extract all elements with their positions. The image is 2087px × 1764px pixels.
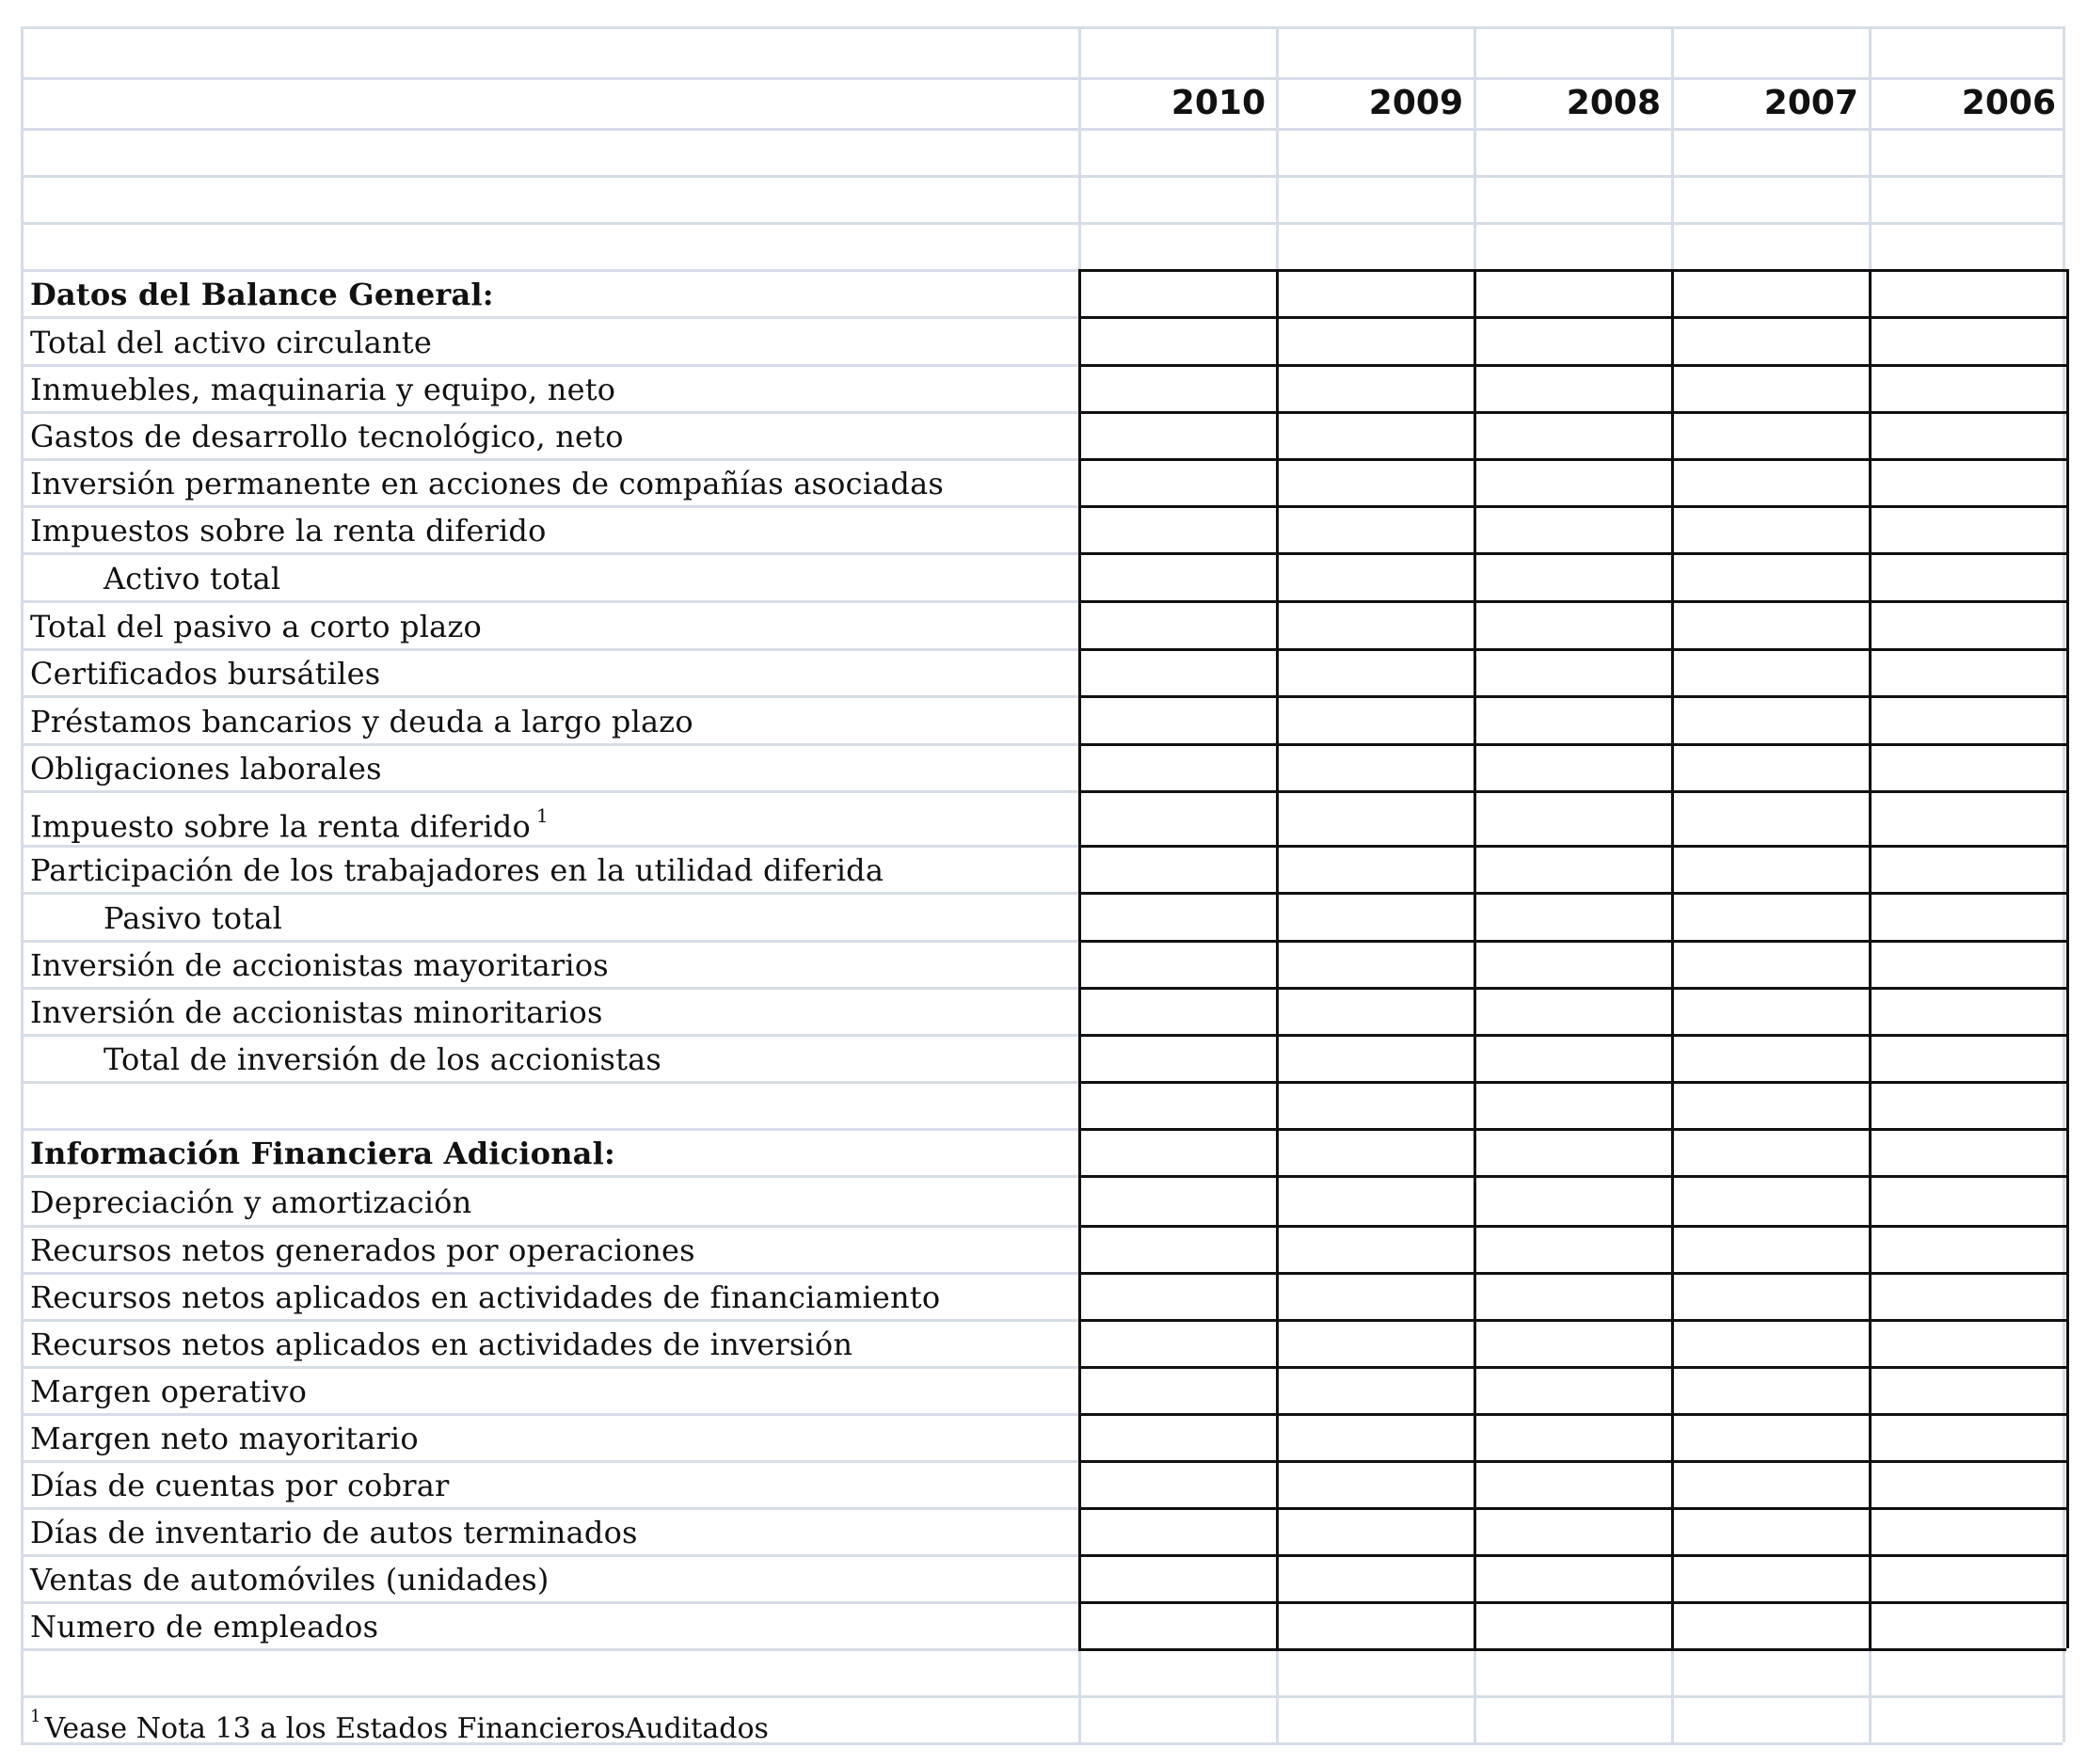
row-label: [30, 366, 615, 413]
row-label: [30, 603, 482, 650]
data-cell[interactable]: [1674, 603, 1869, 648]
data-cell[interactable]: [1081, 555, 1276, 600]
data-cell[interactable]: [1081, 603, 1276, 648]
data-cell[interactable]: [1476, 793, 1671, 845]
grid-line-horizontal: [21, 175, 2063, 178]
data-cell[interactable]: [1872, 319, 2066, 364]
row-label: [30, 745, 382, 792]
data-cell[interactable]: [1674, 272, 1869, 316]
data-cell[interactable]: [1674, 1131, 1869, 1175]
footnote-text: Vease Nota 13 a los Estados FinancierosAuditados: [44, 1712, 769, 1745]
data-cell[interactable]: [1674, 990, 1869, 1034]
row-label-text: Total del activo circulante: [30, 324, 433, 360]
data-cell[interactable]: [1081, 1416, 1276, 1460]
data-cell[interactable]: [1476, 746, 1671, 790]
data-cell[interactable]: [1674, 555, 1869, 600]
data-cell[interactable]: [1081, 1275, 1276, 1319]
data-cell[interactable]: [1872, 793, 2066, 845]
year-header-2010: 2010: [1171, 84, 1266, 122]
data-cell[interactable]: [1081, 698, 1276, 743]
row-label-text: Certificados bursátiles: [30, 656, 381, 691]
data-cell[interactable]: [1674, 1557, 1869, 1601]
data-cell[interactable]: [1674, 1037, 1869, 1081]
data-cell[interactable]: [1476, 1084, 1671, 1128]
data-cell[interactable]: [1872, 1416, 2066, 1460]
data-cell[interactable]: [1279, 461, 1474, 505]
data-cell[interactable]: [1081, 367, 1276, 411]
data-cell[interactable]: [1476, 461, 1671, 505]
data-cell[interactable]: [1081, 746, 1276, 790]
data-cell[interactable]: [1081, 651, 1276, 695]
data-cell[interactable]: [1279, 1178, 1474, 1225]
row-label-text: Participación de los trabajadores en la utilidad diferida: [30, 852, 884, 888]
year-header-2007: 2007: [1763, 84, 1858, 122]
data-cell[interactable]: [1674, 1228, 1869, 1272]
row-label: [30, 1321, 852, 1368]
row-label: [30, 1227, 695, 1274]
data-cell[interactable]: [1872, 1037, 2066, 1081]
data-cell[interactable]: [1279, 1322, 1474, 1366]
data-cell[interactable]: [1872, 746, 2066, 790]
row-label-text: Impuestos sobre la renta diferido: [30, 513, 547, 548]
data-cell[interactable]: [1081, 1131, 1276, 1175]
data-cell[interactable]: [1279, 1131, 1474, 1175]
data-cell[interactable]: [1081, 414, 1276, 458]
data-cell[interactable]: [1872, 651, 2066, 695]
data-cell[interactable]: [1279, 367, 1474, 411]
data-cell[interactable]: [1476, 1322, 1671, 1366]
row-label: [30, 1179, 471, 1226]
data-cell[interactable]: [1081, 1463, 1276, 1507]
data-cell[interactable]: [1476, 1510, 1671, 1554]
data-cell[interactable]: [1279, 555, 1474, 600]
data-cell[interactable]: [1279, 1037, 1474, 1081]
data-cell[interactable]: [1476, 848, 1671, 892]
row-label-text: Inversión de accionistas mayoritarios: [30, 947, 609, 983]
data-cell[interactable]: [1674, 1178, 1869, 1225]
data-cell[interactable]: [1674, 895, 1869, 940]
row-label-text: Pasivo total: [104, 899, 283, 936]
row-label-text: Ventas de automóviles (unidades): [30, 1562, 550, 1597]
data-cell[interactable]: [1872, 414, 2066, 458]
data-cell[interactable]: [1674, 1604, 1869, 1648]
data-cell[interactable]: [1674, 746, 1869, 790]
row-label-text: Gastos de desarrollo tecnológico, neto: [30, 419, 624, 454]
row-label-text: Margen operativo: [30, 1374, 308, 1409]
data-cell[interactable]: [1081, 1228, 1276, 1272]
row-label: [30, 1368, 307, 1415]
data-cell[interactable]: [1674, 1416, 1869, 1460]
footnote-mark: 1: [30, 1707, 41, 1726]
row-label-text: Total de inversión de los accionistas: [104, 1041, 662, 1077]
data-cell[interactable]: [1279, 1084, 1474, 1128]
data-cell[interactable]: [1872, 1228, 2066, 1272]
data-cell[interactable]: [1872, 1178, 2066, 1225]
cell-border-vertical: [2066, 269, 2069, 1648]
row-label: [30, 460, 944, 507]
row-label-text: Inmuebles, maquinaria y equipo, neto: [30, 372, 616, 407]
data-cell[interactable]: [1279, 1510, 1474, 1554]
data-cell[interactable]: [1476, 1228, 1671, 1272]
data-cell[interactable]: [1476, 1275, 1671, 1319]
row-label-text: Impuesto sobre la renta diferido: [30, 808, 531, 845]
data-cell[interactable]: [1872, 895, 2066, 940]
row-label: [30, 796, 549, 850]
data-cell[interactable]: [1081, 990, 1276, 1034]
data-cell[interactable]: [1872, 1369, 2066, 1413]
data-cell[interactable]: [1081, 319, 1276, 364]
row-label: [30, 698, 693, 745]
row-label: [30, 942, 609, 989]
row-label-text: Recursos netos aplicados en actividades de inversión: [30, 1327, 853, 1362]
row-label-text: Préstamos bancarios y deuda a largo plazo: [30, 703, 693, 739]
data-cell[interactable]: [1081, 1604, 1276, 1648]
row-label-text: Días de cuentas por cobrar: [30, 1468, 450, 1503]
data-cell[interactable]: [1279, 651, 1474, 695]
data-cell[interactable]: [1476, 1463, 1671, 1507]
data-cell[interactable]: [1872, 555, 2066, 600]
data-cell[interactable]: [1872, 461, 2066, 505]
row-label-text: Margen neto mayoritario: [30, 1421, 419, 1456]
data-cell[interactable]: [1674, 793, 1869, 845]
row-label-text: Inversión de accionistas minoritarios: [30, 994, 603, 1030]
data-cell[interactable]: [1872, 990, 2066, 1034]
data-cell[interactable]: [1674, 1275, 1869, 1319]
data-cell[interactable]: [1674, 1463, 1869, 1507]
data-cell[interactable]: [1279, 1369, 1474, 1413]
row-label-text: Información Financiera Adicional:: [30, 1136, 615, 1171]
row-label: [30, 1603, 378, 1650]
data-cell[interactable]: [1674, 698, 1869, 743]
row-label: [30, 989, 603, 1036]
section-heading: [30, 271, 494, 318]
row-label: [30, 847, 884, 894]
year-header-2006: 2006: [1961, 84, 2056, 122]
data-cell[interactable]: [1279, 698, 1474, 743]
grid-line-horizontal: [21, 222, 2063, 225]
data-cell[interactable]: [1476, 1369, 1671, 1413]
data-cell[interactable]: [1279, 1463, 1474, 1507]
data-cell[interactable]: [1279, 1228, 1474, 1272]
data-cell[interactable]: [1081, 1084, 1276, 1128]
row-label: [30, 1509, 638, 1556]
data-cell[interactable]: [1872, 1463, 2066, 1507]
row-label: [30, 1462, 450, 1509]
data-cell[interactable]: [1081, 1369, 1276, 1413]
data-cell[interactable]: [1279, 943, 1474, 987]
data-cell[interactable]: [1476, 1416, 1671, 1460]
row-label: [104, 555, 280, 602]
data-cell[interactable]: [1476, 1557, 1671, 1601]
data-cell[interactable]: [1279, 793, 1474, 845]
row-label-text: Recursos netos generados por operaciones: [30, 1232, 695, 1268]
year-header-2009: 2009: [1368, 84, 1463, 122]
data-cell[interactable]: [1872, 1084, 2066, 1128]
data-cell[interactable]: [1476, 414, 1671, 458]
row-label: [30, 650, 380, 697]
data-cell[interactable]: [1674, 848, 1869, 892]
row-label: [30, 413, 624, 460]
data-cell[interactable]: [1674, 1084, 1869, 1128]
data-cell[interactable]: [1674, 414, 1869, 458]
data-cell[interactable]: [1279, 1275, 1474, 1319]
row-label: [30, 1274, 940, 1321]
row-label-text: Inversión permanente en acciones de compañías asociadas: [30, 466, 944, 501]
data-cell[interactable]: [1872, 1510, 2066, 1554]
data-cell[interactable]: [1476, 1131, 1671, 1175]
data-cell[interactable]: [1476, 319, 1671, 364]
data-cell[interactable]: [1279, 272, 1474, 316]
data-cell[interactable]: [1476, 272, 1671, 316]
data-cell[interactable]: [1674, 1369, 1869, 1413]
data-cell[interactable]: [1476, 698, 1671, 743]
data-cell[interactable]: [1081, 508, 1276, 552]
grid-line-horizontal: [21, 26, 2063, 29]
data-cell[interactable]: [1674, 367, 1869, 411]
data-cell[interactable]: [1674, 319, 1869, 364]
row-label: [30, 1415, 419, 1462]
footnote: [30, 1701, 769, 1751]
data-cell[interactable]: [1476, 1604, 1671, 1648]
data-cell[interactable]: [1476, 555, 1671, 600]
row-label-text: Total del pasivo a corto plazo: [30, 608, 482, 644]
data-cell[interactable]: [1081, 943, 1276, 987]
data-cell[interactable]: [1279, 508, 1474, 552]
data-cell[interactable]: [1872, 508, 2066, 552]
data-cell[interactable]: [1674, 651, 1869, 695]
data-cell[interactable]: [1674, 1510, 1869, 1554]
data-cell[interactable]: [1872, 698, 2066, 743]
data-cell[interactable]: [1872, 272, 2066, 316]
data-cell[interactable]: [1279, 1557, 1474, 1601]
data-cell[interactable]: [1081, 1037, 1276, 1081]
data-cell[interactable]: [1872, 848, 2066, 892]
data-cell[interactable]: [1279, 414, 1474, 458]
data-cell[interactable]: [1674, 943, 1869, 987]
grid-line-horizontal: [21, 128, 2063, 131]
data-cell[interactable]: [1476, 895, 1671, 940]
data-cell[interactable]: [1476, 603, 1671, 648]
row-label: [30, 507, 547, 554]
section-heading: [30, 1130, 615, 1177]
data-cell[interactable]: [1674, 461, 1869, 505]
footnote-reference: 1: [535, 804, 549, 827]
row-label-text: Obligaciones laborales: [30, 751, 382, 787]
data-cell[interactable]: [1081, 1322, 1276, 1366]
data-cell[interactable]: [1081, 895, 1276, 940]
data-cell[interactable]: [1279, 746, 1474, 790]
data-cell[interactable]: [1476, 1037, 1671, 1081]
grid-line-horizontal: [21, 1695, 2063, 1698]
data-cell[interactable]: [1279, 319, 1474, 364]
data-cell[interactable]: [1872, 1131, 2066, 1175]
data-cell[interactable]: [1279, 603, 1474, 648]
cell-border-horizontal: [1078, 1648, 2066, 1651]
data-cell[interactable]: [1476, 508, 1671, 552]
data-cell[interactable]: [1476, 367, 1671, 411]
row-label: [30, 1556, 550, 1603]
data-cell[interactable]: [1081, 272, 1276, 316]
row-label: [104, 1036, 661, 1083]
data-cell[interactable]: [1872, 1275, 2066, 1319]
data-cell[interactable]: [1674, 1322, 1869, 1366]
data-cell[interactable]: [1279, 1416, 1474, 1460]
row-label-text: Activo total: [104, 560, 281, 596]
data-cell[interactable]: [1476, 990, 1671, 1034]
data-cell[interactable]: [1279, 990, 1474, 1034]
data-cell[interactable]: [1872, 943, 2066, 987]
data-cell[interactable]: [1872, 1557, 2066, 1601]
data-cell[interactable]: [1279, 895, 1474, 940]
year-header-2008: 2008: [1566, 84, 1661, 122]
row-label-text: Días de inventario de autos terminados: [30, 1515, 638, 1550]
row-label-text: Depreciación y amortización: [30, 1184, 472, 1220]
data-cell[interactable]: [1279, 848, 1474, 892]
row-label: [30, 319, 432, 366]
data-cell[interactable]: [1279, 1604, 1474, 1648]
data-cell[interactable]: [1872, 603, 2066, 648]
data-cell[interactable]: [1674, 508, 1869, 552]
data-cell[interactable]: [1476, 651, 1671, 695]
data-cell[interactable]: [1476, 1178, 1671, 1225]
data-cell[interactable]: [1872, 1322, 2066, 1366]
row-label: [104, 895, 282, 942]
data-cell[interactable]: [1081, 461, 1276, 505]
data-cell[interactable]: [1872, 1604, 2066, 1648]
data-cell[interactable]: [1081, 1557, 1276, 1601]
data-cell[interactable]: [1081, 793, 1276, 845]
data-cell[interactable]: [1081, 848, 1276, 892]
data-cell[interactable]: [1872, 367, 2066, 411]
data-cell[interactable]: [1081, 1510, 1276, 1554]
row-label-text: Recursos netos aplicados en actividades de financiamiento: [30, 1279, 941, 1315]
data-cell[interactable]: [1476, 943, 1671, 987]
row-label-text: Datos del Balance General:: [30, 277, 494, 312]
grid-line-vertical: [21, 26, 24, 1742]
data-cell[interactable]: [1081, 1178, 1276, 1225]
row-label-text: Numero de empleados: [30, 1609, 379, 1645]
